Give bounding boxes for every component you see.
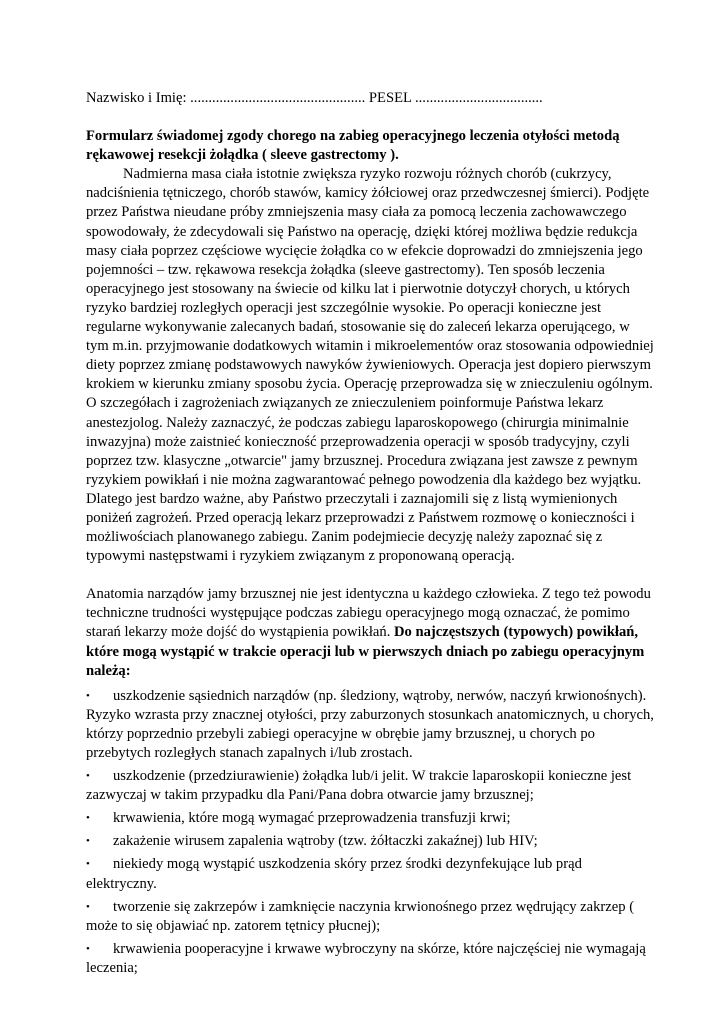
name-pesel-line: Nazwisko i Imię: ................................................ PESEL ...................................: [86, 90, 543, 106]
list-item-text: krwawienia pooperacyjne i krwawe wybroczyny na skórze, które najczęściej nie wymagają leczenia;: [86, 940, 646, 976]
list-item: [86, 832, 656, 851]
list-item: [86, 940, 656, 978]
list-item-text: tworzenie się zakrzepów i zamknięcie naczynia krwionośnego przez wędrujący zakrzep ( może to się objawiać np. zatorem tętnicy płucnej);: [86, 898, 635, 934]
complications-lead: Do najczęstszych (typowych) powikłań, które mogą wystąpić w trakcie operacji lub w pierwszych dniach po zabiegu operacyjnym należą:: [86, 624, 645, 679]
complications-list: [86, 687, 656, 978]
list-item-text: niekiedy mogą wystąpić uszkodzenia skóry przez środki dezynfekujące lub prąd elektryczny.: [86, 856, 582, 892]
bullet-icon: •: [86, 900, 90, 913]
list-item: [86, 767, 656, 805]
bullet-icon: •: [86, 770, 90, 783]
bullet-icon: •: [86, 835, 90, 848]
bullet-icon: •: [86, 858, 90, 871]
intro-paragraph: Nadmierna masa ciała istotnie zwiększa ryzyko rozwoju różnych chorób (cukrzycy, nadciśnienia tętniczego, chorób stawów, kamicy żółciowej oraz przedwczesnej śmierci). Podjęte przez Państwa nieudane próby zmniejszenia masy ciała za pomocą leczenia zachowawczego spowodowały, że zdecydowali się Państwo na operację, dzięki której możliwa będzie redukcja masy ciała poprzez częściowe wycięcie żołądka co w efekcie doprowadzi do zmniejszenia jego pojemności – tzw. rękawowa resekcja żołądka (sleeve gastrectomy). Ten sposób leczenia operacyjnego jest stosowany na świecie od kilku lat i pierwotnie dotyczył chorych, u których ryzyko bardziej rozległych operacji jest szczególnie wysokie. Po operacji konieczne jest regularne wykonywanie zalecanych badań, stosowanie się do zaleceń lekarza operującego, w tym m.in. przyjmowanie dodatkowych witamin i mikroelementów oraz stosowania odpowiedniej diety poprzez zmianę podstawowych nawyków żywieniowych. Operacja jest dopiero pierwszym krokiem w kierunku zmiany sposobu życia. Operację przeprowadza się w znieczuleniu ogólnym. O szczegółach i zagrożeniach związanych ze znieczuleniem poinformuje Państwa lekarz anestezjolog. Należy zaznaczyć, że podczas zabiegu laparoskopowego (chirurgia minimalnie inwazyjna) może zaistnieć konieczność przeprowadzenia operacji w sposób tradycyjny, czyli poprzez tzw. klasyczne „otwarcie" jamy brzusznej. Procedura związana jest zawsze z pewnym ryzykiem powikłań i nie można zagwarantować pełnego powodzenia dla każdego bez wyjątku. Dlatego jest bardzo ważne, aby Państwo przeczytali i zaznajomili się z listą wymienionych poniżeń zagrożeń. Przed operacją lekarz przeprowadzi z Państwem rozmowę o konieczności i możliwościach planowanego zabiegu. Zanim podejmiecie decyzję należy zapoznać się z typowymi następstwami i ryzykiem związanym z proponowaną operacją.: [86, 166, 654, 565]
list-item: [86, 855, 656, 893]
form-title: Formularz świadomej zgody chorego na zabieg operacyjnego leczenia otyłości metodą rękawowej resekcji żołądka ( sleeve gastrectomy ).: [86, 128, 620, 164]
anatomy-paragraph: [86, 585, 656, 680]
list-item: [86, 809, 656, 828]
list-item-text: krwawienia, które mogą wymagać przeprowadzenia transfuzji krwi;: [113, 810, 511, 827]
document-content: [86, 89, 656, 982]
list-item-text: uszkodzenie sąsiednich narządów (np. śledziony, wątroby, nerwów, naczyń krwionośnych). Ryzyko wzrasta przy znacznej otyłości, przy zaburzonych stosunkach anatomicznych, u chorych, którzy poprzednio przebyli zabiegi operacyjne w obrębie jamy brzusznej, u chorych po przebytych rozległych stanach zapalnych i/lub zrostach.: [86, 687, 654, 761]
bullet-icon: •: [86, 942, 90, 955]
anatomy-text: Anatomia narządów jamy brzusznej nie jest identyczna u każdego człowieka. Z tego też powodu techniczne trudności występujące podczas zabiegu operacyjnego mogą oznaczać, że pomimo starań lekarzy może dojść do wystąpienia powikłań.: [86, 586, 651, 641]
list-item: [86, 687, 656, 763]
bullet-icon: •: [86, 689, 90, 702]
list-item-text: uszkodzenie (przedziurawienie) żołądka lub/i jelit. W trakcie laparoskopii konieczne jest zazwyczaj w takim przypadku dla Pani/Pana dobra otwarcie jamy brzusznej;: [86, 768, 632, 804]
list-item-text: zakażenie wirusem zapalenia wątroby (tzw. żółtaczki zakaźnej) lub HIV;: [113, 833, 538, 850]
list-item: [86, 898, 656, 936]
bullet-icon: •: [86, 812, 90, 825]
